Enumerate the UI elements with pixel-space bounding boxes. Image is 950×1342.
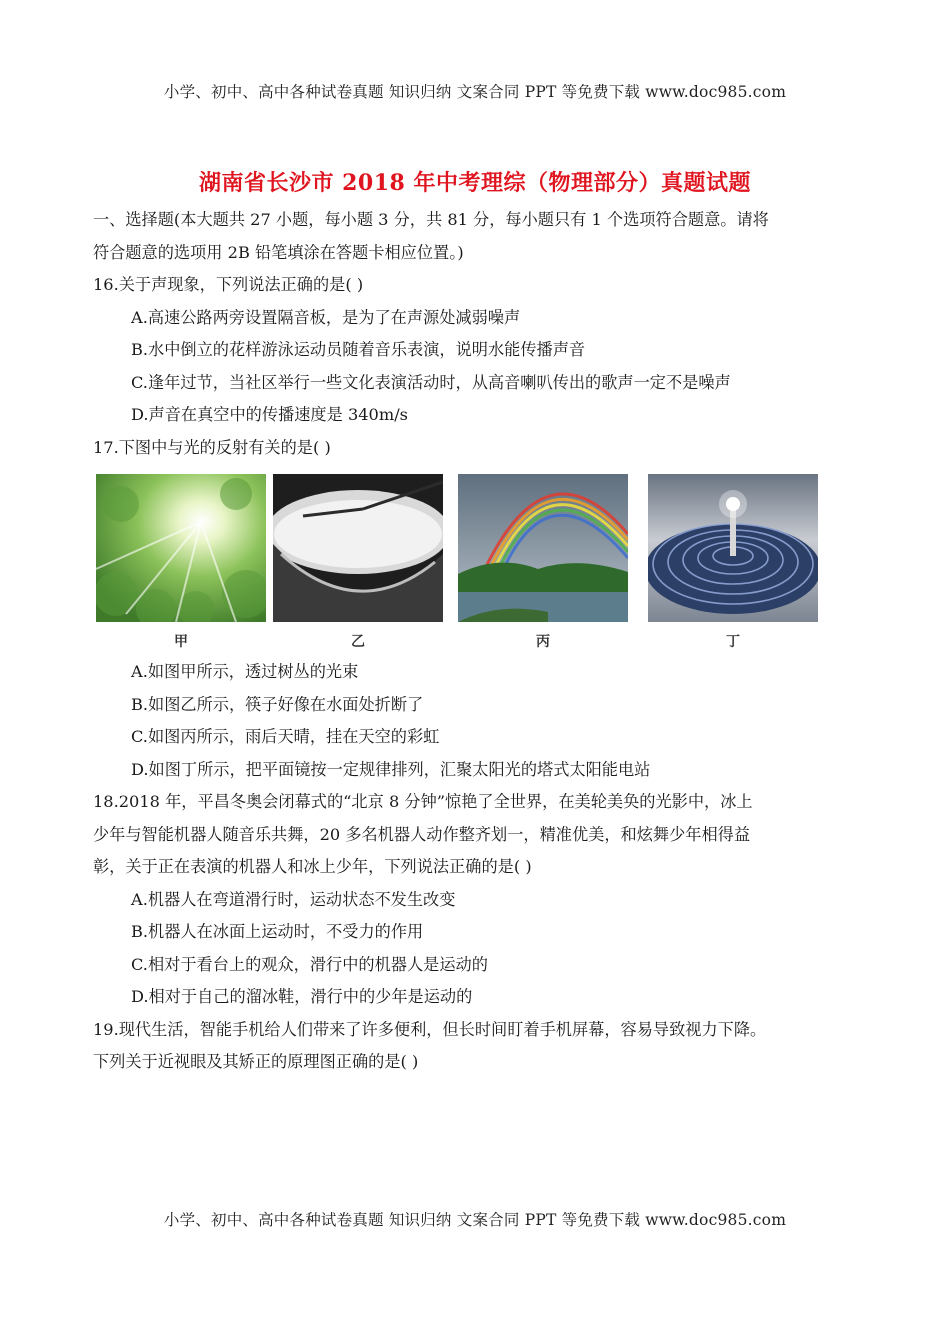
question-17-figures bbox=[93, 470, 893, 650]
question-18-option-c: C.相对于看台上的观众，滑行中的机器人是运动的 bbox=[131, 954, 488, 974]
section-instructions-line-1: 一、选择题(本大题共 27 小题，每小题 3 分，共 81 分，每小题只有 1 个选项符合题意。请将 bbox=[93, 210, 769, 229]
question-18-stem-line-3: 彰，关于正在表演的机器人和冰上少年，下列说法正确的是( ) bbox=[93, 857, 532, 876]
question-17-stem: 17.下图中与光的反射有关的是( ) bbox=[93, 437, 331, 457]
question-18-option-a: A.机器人在弯道滑行时，运动状态不发生改变 bbox=[131, 889, 456, 909]
header-banner: 小学、初中、高中各种试卷真题 知识归纳 文案合同 PPT 等免费下载 www.doc985.com bbox=[163, 83, 787, 101]
question-17-option-c: C.如图丙所示，雨后天晴，挂在天空的彩虹 bbox=[131, 727, 440, 746]
question-16-stem: 16.关于声现象，下列说法正确的是( ) bbox=[93, 275, 364, 294]
question-16-option-d: D.声音在真空中的传播速度是 340m/s bbox=[131, 405, 408, 424]
question-16-option-b: B.水中倒立的花样游泳运动员随着音乐表演，说明水能传播声音 bbox=[131, 340, 586, 359]
sunlight-through-trees-icon bbox=[96, 474, 266, 622]
solar-tower-mirror-field-icon bbox=[648, 474, 818, 622]
question-18-stem-line-2: 少年与智能机器人随音乐共舞，20 多名机器人动作整齐划一，精准优美，和炫舞少年相得益 bbox=[93, 824, 751, 844]
figure-caption-ding: 丁 bbox=[726, 634, 740, 650]
exam-title: 湖南省长沙市 2018 年中考理综（物理部分）真题试题 bbox=[198, 170, 752, 196]
question-18-option-b: B.机器人在冰面上运动时，不受力的作用 bbox=[131, 922, 424, 941]
figure-caption-jia: 甲 bbox=[174, 634, 188, 650]
question-16-option-c: C.逢年过节，当社区举行一些文化表演活动时，从高音喇叭传出的歌声一定不是噪声 bbox=[131, 372, 731, 392]
section-instructions-line-2: 符合题意的选项用 2B 铅笔填涂在答题卡相应位置。) bbox=[93, 242, 464, 262]
question-17-option-d: D.如图丁所示，把平面镜按一定规律排列，汇聚太阳光的塔式太阳能电站 bbox=[131, 759, 651, 779]
figure-caption-yi: 乙 bbox=[351, 634, 365, 650]
question-19-stem-line-1: 19.现代生活，智能手机给人们带来了许多便利，但长时间盯着手机屏幕，容易导致视力下降。 bbox=[93, 1019, 767, 1039]
question-17-option-b: B.如图乙所示，筷子好像在水面处折断了 bbox=[131, 694, 424, 714]
footer-banner: 小学、初中、高中各种试卷真题 知识归纳 文案合同 PPT 等免费下载 www.doc985.com bbox=[163, 1211, 787, 1229]
question-16-option-a: A.高速公路两旁设置隔音板，是为了在声源处减弱噪声 bbox=[131, 307, 521, 327]
figure-caption-bing: 丙 bbox=[536, 634, 550, 650]
exam-content bbox=[93, 204, 893, 1079]
question-18-stem-line-1: 18.2018 年，平昌冬奥会闭幕式的“北京 8 分钟”惊艳了全世界，在美轮美奂的光影中，冰上 bbox=[93, 792, 753, 811]
rainbow-over-lake-icon bbox=[458, 474, 628, 622]
chopsticks-in-water-bowl-icon bbox=[273, 474, 443, 622]
question-18-option-d: D.相对于自己的溜冰鞋，滑行中的少年是运动的 bbox=[131, 987, 473, 1006]
question-19-stem-line-2: 下列关于近视眼及其矫正的原理图正确的是( ) bbox=[93, 1052, 419, 1071]
question-17-option-a: A.如图甲所示，透过树丛的光束 bbox=[131, 662, 359, 681]
